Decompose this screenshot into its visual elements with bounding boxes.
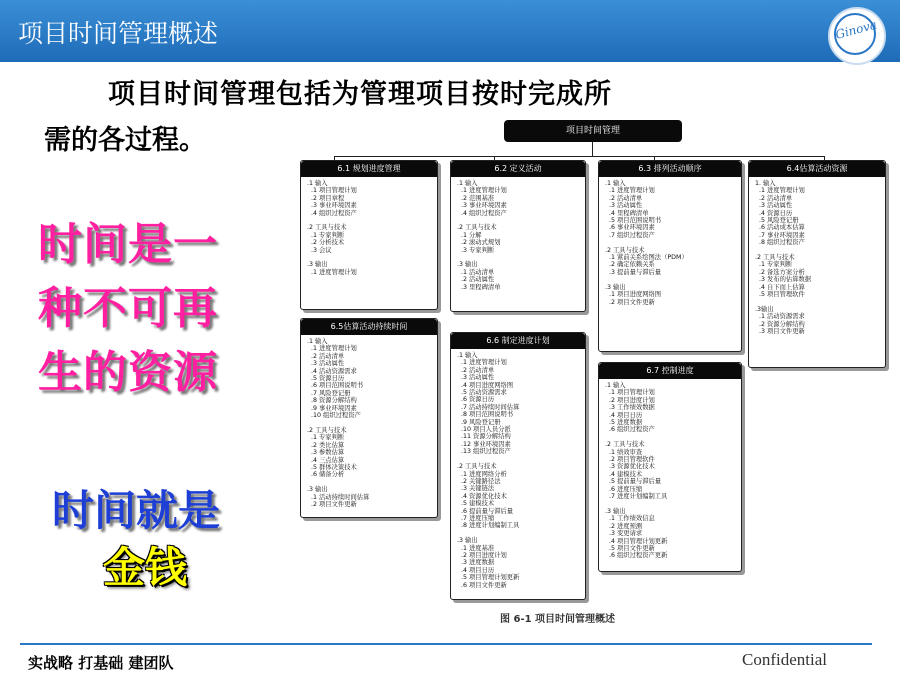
company-logo — [828, 7, 886, 65]
slide-title: 项目时间管理概述 — [18, 19, 219, 48]
connector-root — [592, 142, 593, 156]
subtitle-line-2: 需的各过程。 — [44, 125, 206, 156]
process-title-6-2: 6.2 定义活动 — [451, 161, 585, 177]
process-body-6-4: 1. 输入 .1 进度管理计划 .2 活动清单 .3 活动属性 .4 资源日历 .5 风险登记册 .6 活动成本估算 .7 事业环境因素 .8 组织过程资产 .2 工具与技术 .1 专家判断 .2 备选方案分析 .3 发布的估算数据 .4 自下而上估算 .5 项目管理软件 .3输出 .1 活动资源需求 .2 资源分解结构 .3 项目文件更新 — [755, 180, 812, 336]
footer-slogan: 实战略 打基础 建团队 — [28, 654, 174, 672]
subtitle-line-1: 项目时间管理包括为管理项目按时完成所 — [108, 79, 612, 110]
yellow-slogan: 金钱 — [103, 543, 188, 592]
process-title-6-4: 6.4估算活动资源 — [749, 161, 885, 177]
footer-confidential: Confidential — [742, 650, 827, 669]
time-management-diagram — [290, 118, 895, 628]
process-title-6-1: 6.1 规划进度管理 — [301, 161, 437, 177]
red-line-1: 时间是一 — [38, 219, 218, 270]
process-body-6-6: .1 输入 .1 进度管理计划 .2 活动清单 .3 活动属性 .4 项目进度网络图 .5 活动资源需求 .6 资源日历 .7 活动持续时间估算 .8 项目范围说明书 .9 风险登记册 .10 项目人员分派 .11 资源分解结构 .12 事业环境因素 .13 组织过程资产 .2 工具与技术 .1 进度网络分析 .2 关键路径法 .3 关键链法 .4 资源优化技术 .5 建模技术 .6 提前量与滞后量 .7 进度压缩 .8 进度计划编制工具 .3 输出 .1 进度基准 .2 项目进度计划 .3 进度数据 .4 项目日历 .5 项目管理计划更新 .6 项目文件更新 — [457, 352, 520, 589]
process-title-6-3: 6.3 排列活动顺序 — [599, 161, 741, 177]
process-body-6-7: .1 输入 .1 项目管理计划 .2 项目进度计划 .3 工作绩效数据 .4 项目日历 .5 进度数据 .6 组织过程资产 .2 工具与技术 .1 绩效审查 .2 项目管理软件 .3 资源优化技术 .4 建模技术 .5 提前量与滞后量 .6 进度压缩 .7 进度计划编制工具 .3 输出 .1 工作绩效信息 .2 进度预测 .3 变更请求 .4 项目管理计划更新 .5 项目文件更新 .6 组织过程资产更新 — [605, 382, 668, 560]
connector-horizontal — [334, 156, 824, 157]
process-title-6-5: 6.5估算活动持续时间 — [301, 319, 437, 335]
process-box-6-5 — [300, 318, 438, 518]
process-box-6-2 — [450, 160, 586, 312]
process-body-6-1: .1 输入 .1 项目管理计划 .2 项目章程 .3 事业环境因素 .4 组织过程资产 .2 工具与技术 .1 专家判断 .2 分析技术 .3 会议 .3 输出 .1 进度管理计划 — [307, 180, 357, 276]
process-body-6-2: .1 输入 .1 进度管理计划 .2 范围基准 .3 事业环境因素 .4 组织过程资产 .2 工具与技术 .1 分解 .2 滚动式规划 .3 专家判断 .3 输出 .1 活动清单 .2 活动属性 .3 里程碑清单 — [457, 180, 507, 291]
footer-divider — [20, 643, 872, 645]
logo-text: Ginova — [833, 17, 879, 42]
diagram-caption: 图 6-1 项目时间管理概述 — [500, 614, 616, 625]
process-box-6-7 — [598, 362, 742, 572]
diagram-root: 项目时间管理 — [504, 120, 682, 142]
process-box-6-1 — [300, 160, 438, 310]
process-body-6-5: .1 输入 .1 进度管理计划 .2 活动清单 .3 活动属性 .4 活动资源需求 .5 资源日历 .6 项目范围说明书 .7 风险登记册 .8 资源分解结构 .9 事业环境因素 .10 组织过程资产 .2 工具与技术 .1 专家判断 .2 类比估算 .3 参数估算 .4 三点估算 .5 群体决策技术 .6 储备分析 .3 输出 .1 活动持续时间估算 .2 项目文件更新 — [307, 338, 370, 508]
process-box-6-6 — [450, 332, 586, 600]
process-title-6-6: 6.6 制定进度计划 — [451, 333, 585, 349]
red-line-3: 生的资源 — [38, 347, 218, 398]
process-title-6-7: 6.7 控制进度 — [599, 363, 741, 379]
blue-slogan: 时间就是 — [52, 486, 221, 535]
process-box-6-4 — [748, 160, 886, 368]
red-line-2: 种不可再 — [38, 283, 218, 334]
title-bar — [0, 0, 900, 62]
process-body-6-3: .1 输入 .1 进度管理计划 .2 活动清单 .3 活动属性 .4 里程碑清单 .5 项目范围说明书 .6 事业环境因素 .7 组织过程资产 .2 工具与技术 .1 紧前关系绘图法（PDM） .2 确定依赖关系 .3 提前量与滞后量 .3 输出 .1 项目进度网络图 .2 项目文件更新 — [605, 180, 688, 306]
process-box-6-3 — [598, 160, 742, 352]
